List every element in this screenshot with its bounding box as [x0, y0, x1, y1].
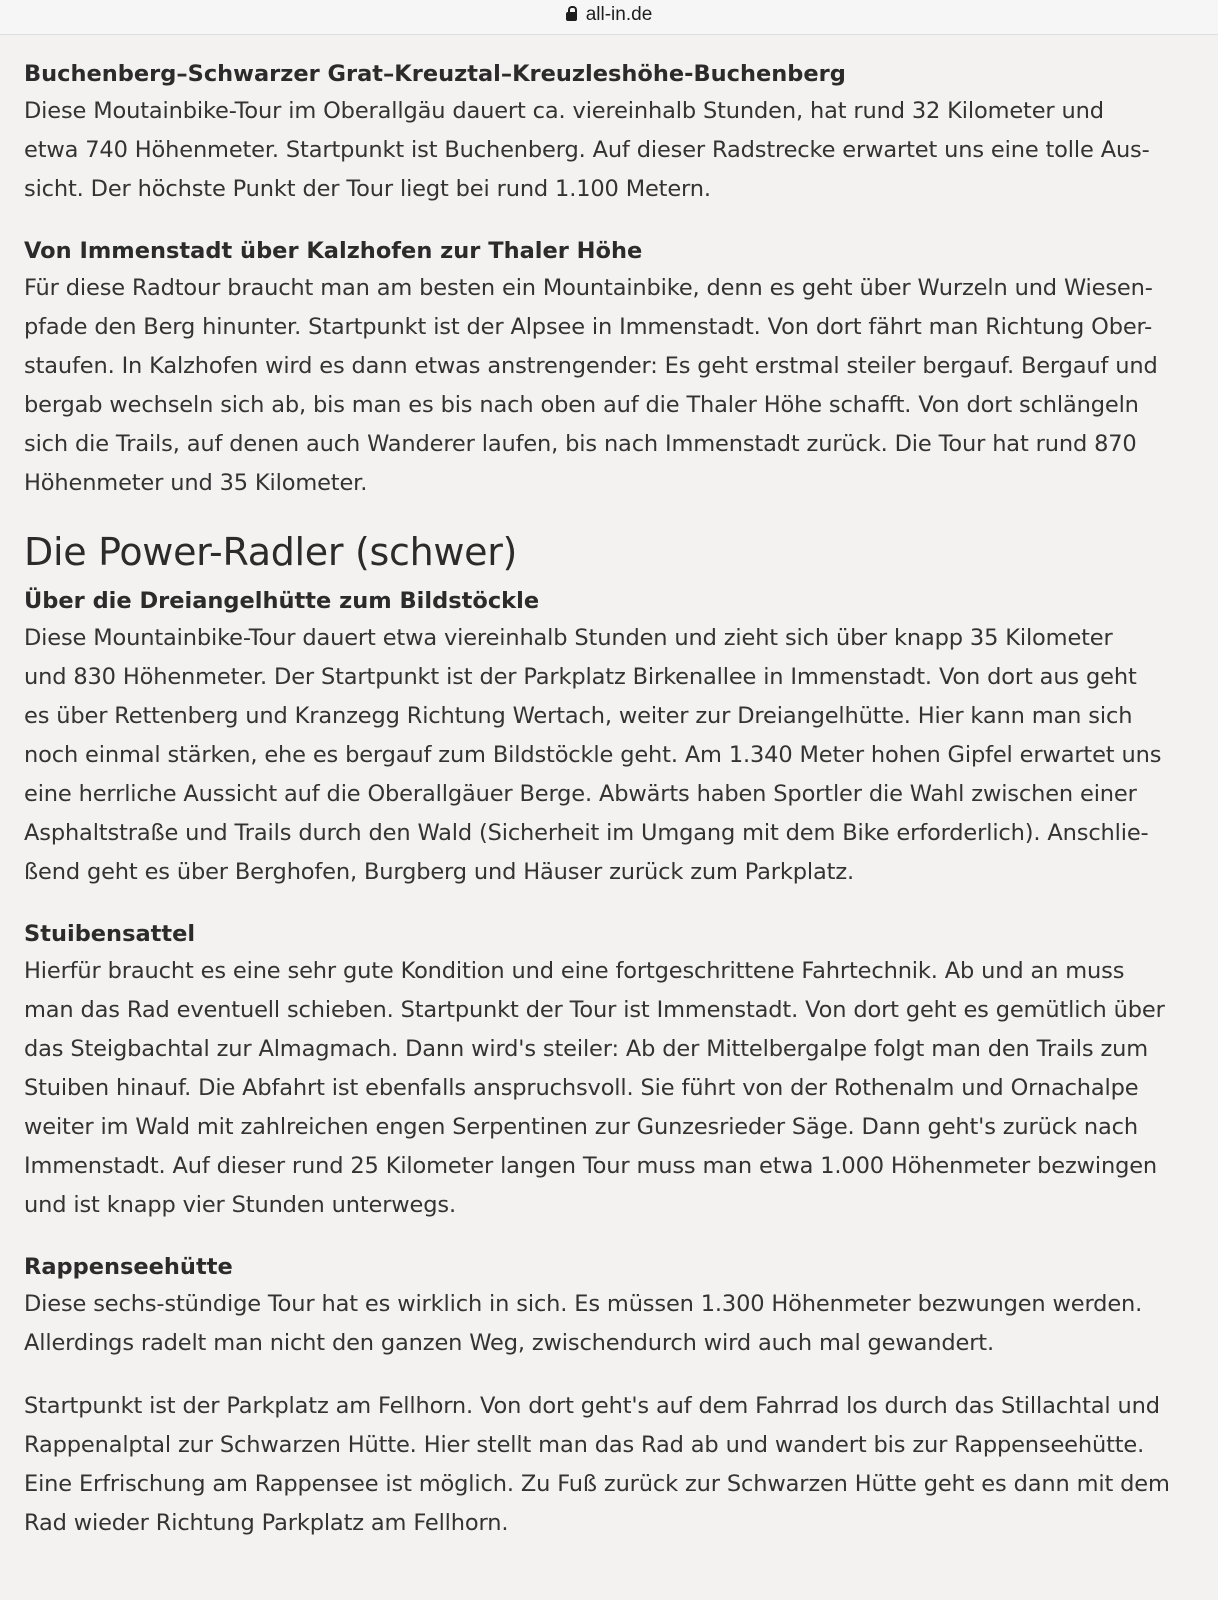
text-line: pfade den Berg hinunter. Startpunkt ist der Alpsee in Immenstadt. Von dort fährt man Richtung Ober-	[24, 314, 1153, 340]
text-line: Asphaltstraße und Trails durch den Wald (Sicherheit im Umgang mit dem Bike erforderlich). Anschlie-	[24, 820, 1149, 846]
article-content	[24, 56, 1184, 1567]
tour-description-stuibensattel	[24, 952, 1184, 1225]
text-line: Stuiben hinauf. Die Abfahrt ist ebenfalls anspruchsvoll. Sie führt von der Rothenalm und Ornachalpe	[24, 1075, 1139, 1101]
text-line: bergab wechseln sich ab, bis man es bis nach oben auf die Thaler Höhe schafft. Von dort schlängeln	[24, 392, 1139, 418]
text-line: etwa 740 Höhenmeter. Startpunkt ist Buchenberg. Auf dieser Radstrecke erwartet uns eine tolle Aus-	[24, 137, 1150, 163]
tour-description-bildstoeckle	[24, 619, 1184, 892]
tour-title-thaler-hoehe: Von Immenstadt über Kalzhofen zur Thaler Höhe	[24, 238, 643, 264]
text-line: eine herrliche Aussicht auf die Oberallgäuer Berge. Abwärts haben Sportler die Wahl zwischen einer	[24, 781, 1137, 807]
text-line: Diese Mountainbike-Tour dauert etwa viereinhalb Stunden und zieht sich über knapp 35 Kilometer	[24, 625, 1113, 651]
address-bar[interactable]	[0, 0, 1218, 35]
text-line: und ist knapp vier Stunden unterwegs.	[24, 1192, 456, 1218]
text-line: Immenstadt. Auf dieser rund 25 Kilometer langen Tour muss man etwa 1.000 Höhenmeter bezwingen	[24, 1153, 1158, 1179]
text-line: Höhenmeter und 35 Kilometer.	[24, 470, 368, 496]
url-text: all-in.de	[585, 4, 653, 25]
text-line: und 830 Höhenmeter. Der Startpunkt ist der Parkplatz Birkenallee in Immenstadt. Von dort aus geht	[24, 664, 1137, 690]
text-line: weiter im Wald mit zahlreichen engen Serpentinen zur Gunzesrieder Säge. Dann geht's zurück nach	[24, 1114, 1138, 1140]
text-line: das Steigbachtal zur Almagmach. Dann wird's steiler: Ab der Mittelbergalpe folgt man den Trails zum	[24, 1036, 1149, 1062]
tour-description-thaler-hoehe	[24, 269, 1184, 503]
text-line: Hierfür braucht es eine sehr gute Kondition und eine fortgeschrittene Fahrtechnik. Ab und an muss	[24, 958, 1125, 984]
tour-description-buchenberg	[24, 92, 1184, 209]
text-line: Rappenalptal zur Schwarzen Hütte. Hier stellt man das Rad ab und wandert bis zur Rappenseehütte.	[24, 1432, 1145, 1458]
text-line: sich die Trails, auf denen auch Wanderer laufen, bis nach Immenstadt zurück. Die Tour hat rund 870	[24, 431, 1137, 457]
tour-title-stuibensattel: Stuibensattel	[24, 921, 196, 947]
text-line: noch einmal stärken, ehe es bergauf zum Bildstöckle geht. Am 1.340 Meter hohen Gipfel erwartet uns	[24, 742, 1162, 768]
text-line: Rad wieder Richtung Parkplatz am Fellhorn.	[24, 1510, 509, 1536]
text-line: Für diese Radtour braucht man am besten ein Mountainbike, denn es geht über Wurzeln und Wiesen-	[24, 275, 1153, 301]
tour-description-rappenseehuette-intro	[24, 1285, 1184, 1363]
section-heading-power-radler: Die Power-Radler (schwer)	[24, 530, 518, 574]
text-line: Startpunkt ist der Parkplatz am Fellhorn. Von dort geht's auf dem Fahrrad los durch das Stillachtal und	[24, 1393, 1160, 1419]
text-line: man das Rad eventuell schieben. Startpunkt der Tour ist Immenstadt. Von dort geht es gemütlich über	[24, 997, 1165, 1023]
lock-icon	[566, 12, 577, 21]
url-display[interactable]	[0, 4, 1218, 26]
tour-title-buchenberg: Buchenberg–Schwarzer Grat–Kreuztal–Kreuzleshöhe-Buchenberg	[24, 61, 846, 87]
text-line: Diese Moutainbike-Tour im Oberallgäu dauert ca. viereinhalb Stunden, hat rund 32 Kilometer und	[24, 98, 1104, 124]
text-line: es über Rettenberg und Kranzegg Richtung Wertach, weiter zur Dreiangelhütte. Hier kann man sich	[24, 703, 1133, 729]
text-line: Allerdings radelt man nicht den ganzen Weg, zwischendurch wird auch mal gewandert.	[24, 1330, 994, 1356]
tour-title-rappenseehuette: Rappenseehütte	[24, 1254, 233, 1280]
text-line: sicht. Der höchste Punkt der Tour liegt bei rund 1.100 Metern.	[24, 176, 711, 202]
tour-description-rappenseehuette-route	[24, 1387, 1184, 1543]
text-line: ßend geht es über Berghofen, Burgberg und Häuser zurück zum Parkplatz.	[24, 859, 854, 885]
text-line: Eine Erfrischung am Rappensee ist möglich. Zu Fuß zurück zur Schwarzen Hütte geht es dann mit dem	[24, 1471, 1170, 1497]
text-line: staufen. In Kalzhofen wird es dann etwas anstrengender: Es geht erstmal steiler bergauf. Bergauf und	[24, 353, 1158, 379]
text-line: Diese sechs-stündige Tour hat es wirklich in sich. Es müssen 1.300 Höhenmeter bezwungen werden.	[24, 1291, 1143, 1317]
tour-title-bildstoeckle: Über die Dreiangelhütte zum Bildstöckle	[24, 588, 540, 614]
